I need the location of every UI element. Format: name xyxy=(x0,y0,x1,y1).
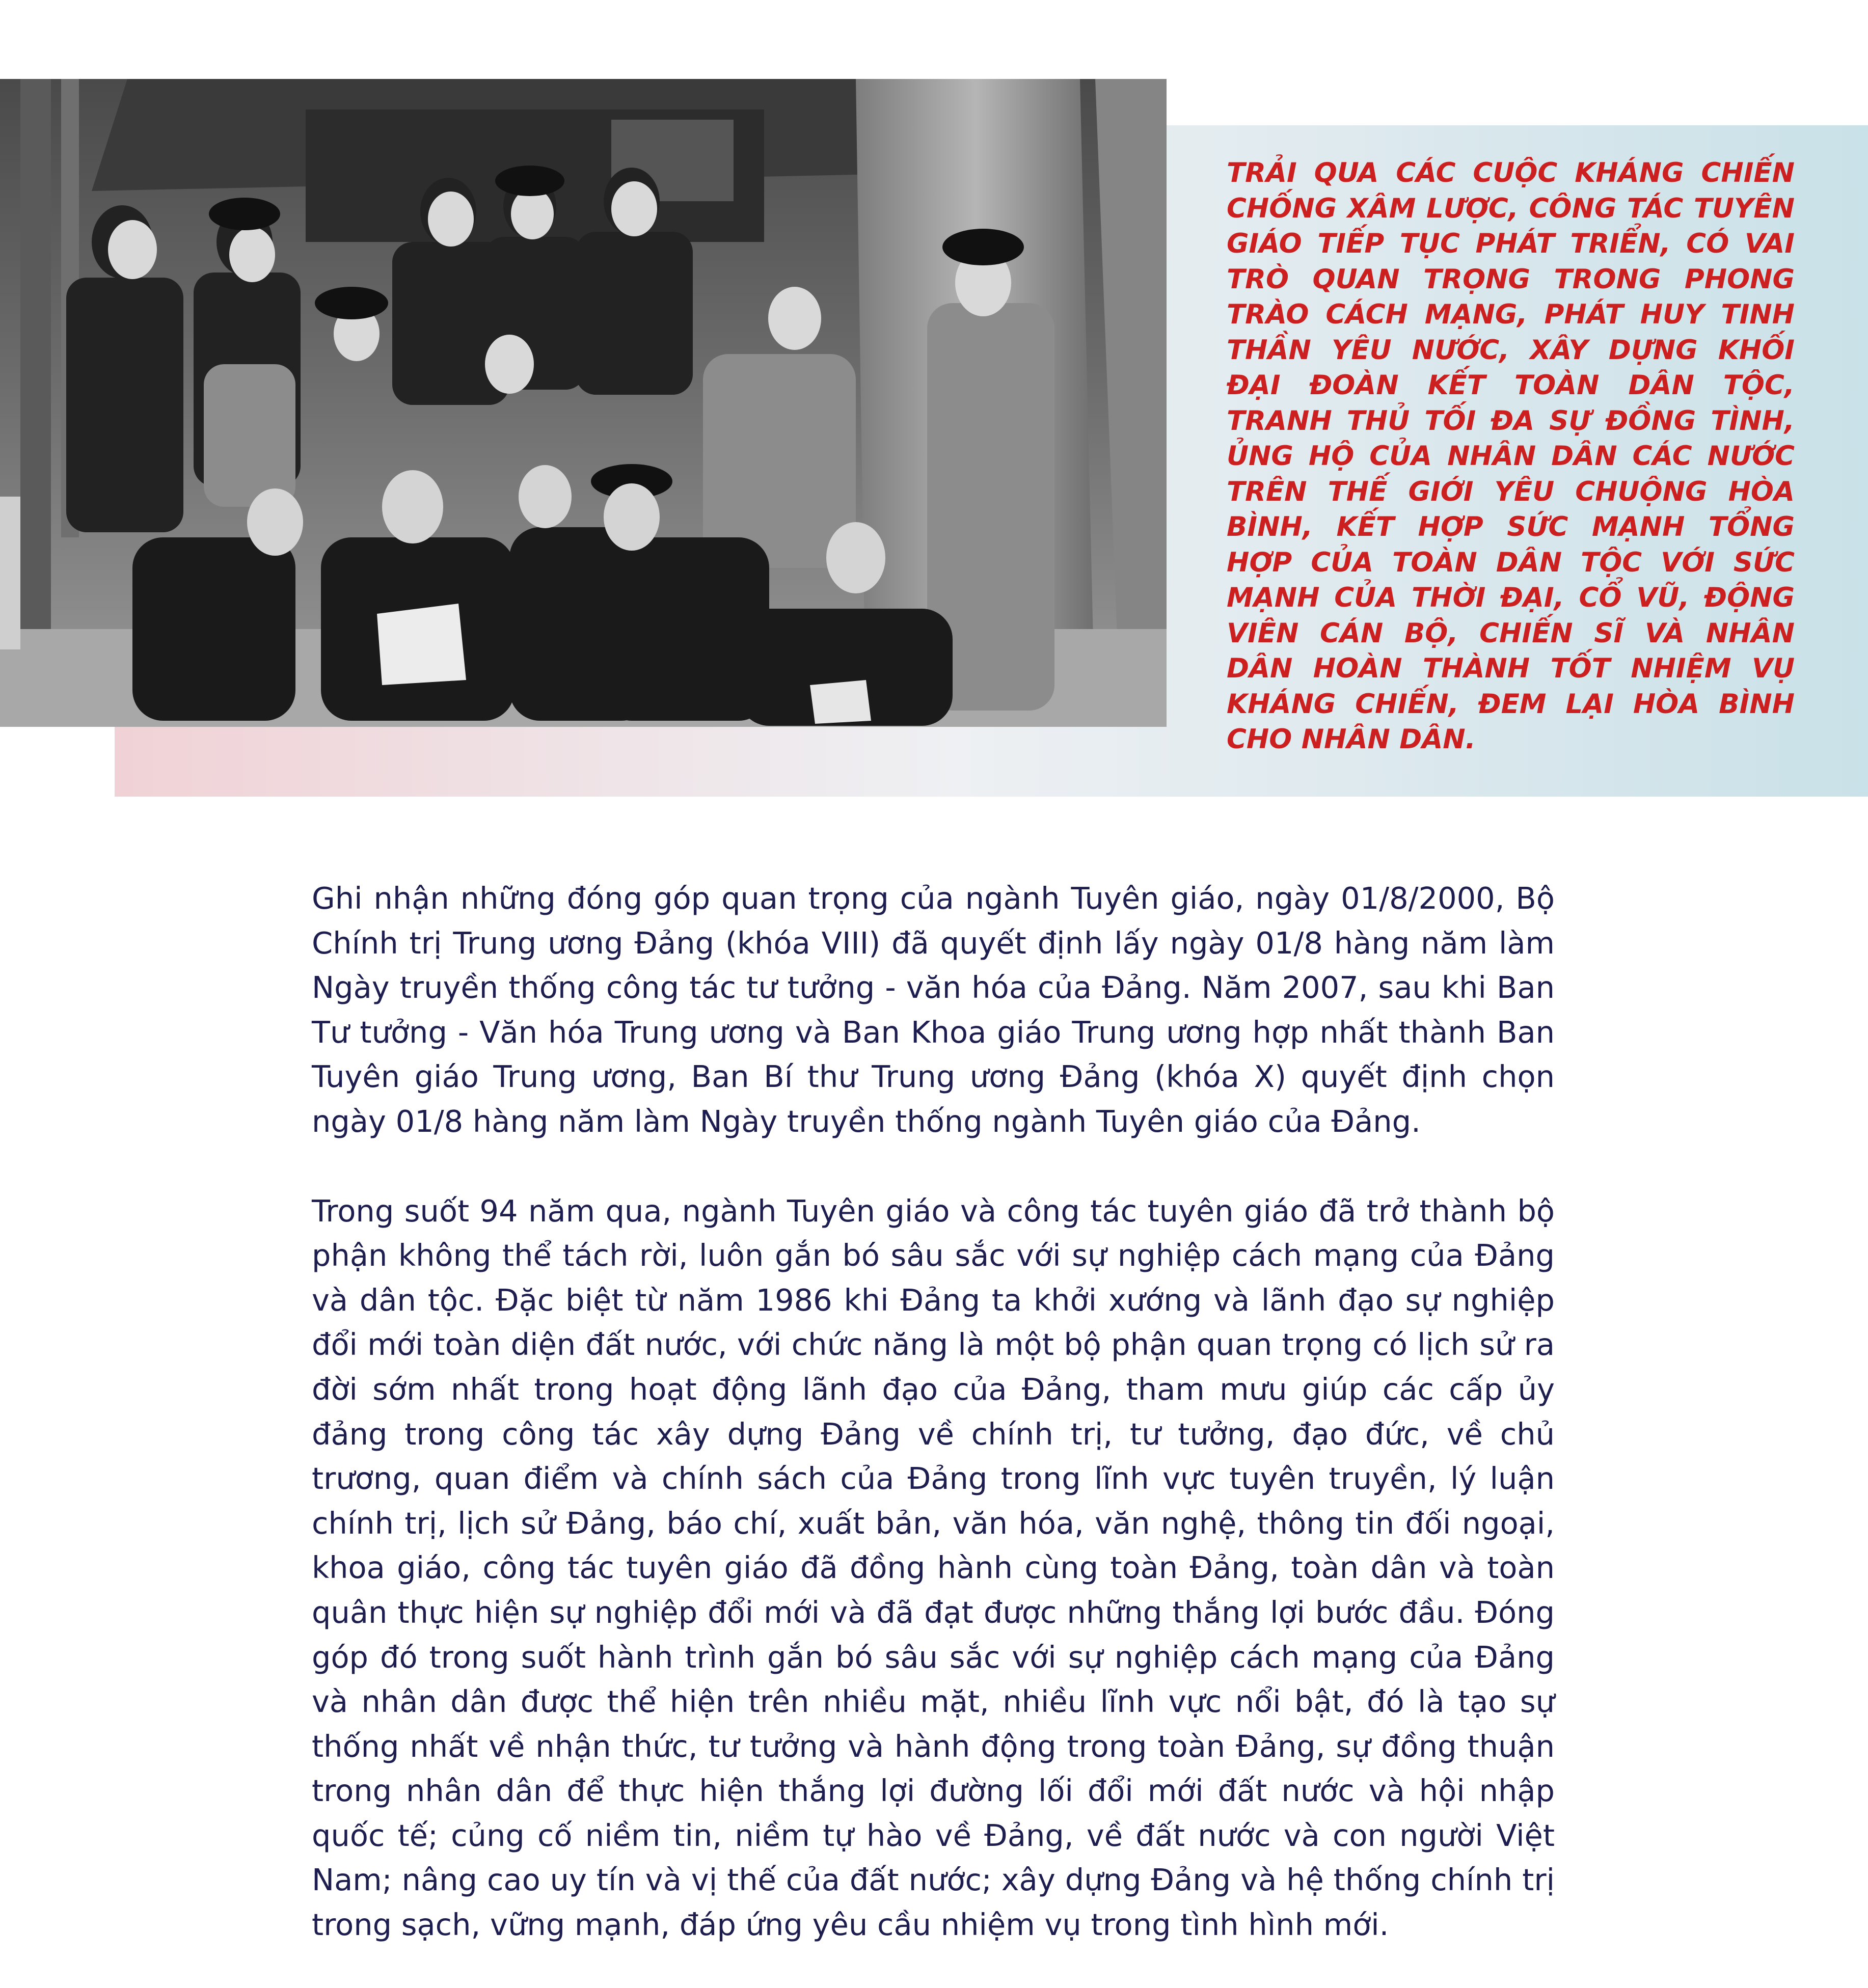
highlight-quote: TRẢI QUA CÁC CUỘC KHÁNG CHIẾN CHỐNG XÂM LƯỢC, CÔNG TÁC TUYÊN GIÁO TIẾP TỤC PHÁT TRIỂN, CÓ VAI TRÒ QUAN TRỌNG TRONG PHONG TRÀO CÁCH MẠNG, PHÁT HUY TINH THẦN YÊU NƯỚC, XÂY DỰNG KHỐI ĐẠI ĐOÀN KẾT TOÀN DÂN TỘC, TRANH THỦ TỐI ĐA SỰ ĐỒNG TÌNH, ỦNG HỘ CỦA NHÂN DÂN CÁC NƯỚC TRÊN THẾ GIỚI YÊU CHUỘNG HÒA BÌNH, KẾT HỢP SỨC MẠNH TỔNG HỢP CỦA TOÀN DÂN TỘC VỚI SỨC MẠNH CỦA THỜI ĐẠI, CỔ VŨ, ĐỘNG VIÊN CÁN BỘ, CHIẾN SĨ VÀ NHÂN DÂN HOÀN THÀNH TỐT NHIỆM VỤ KHÁNG CHIẾN, ĐEM LẠI HÒA BÌNH CHO NHÂN DÂN. xyxy=(1227,157,1795,755)
article-body xyxy=(312,876,1555,1947)
article-paragraph-1: Ghi nhận những đóng góp quan trọng của ngành Tuyên giáo, ngày 01/8/2000, Bộ Chính trị Trung ương Đảng (khóa VIII) đã quyết định lấy ngày 01/8 hàng năm làm Ngày truyền thống công tác tư tưởng - văn hóa của Đảng. Năm 2007, sau khi Ban Tư tưởng - Văn hóa Trung ương và Ban Khoa giáo Trung ương hợp nhất thành Ban Tuyên giáo Trung ương, Ban Bí thư Trung ương Đảng (khóa X) quyết định chọn ngày 01/8 hàng năm làm Ngày truyền thống ngành Tuyên giáo của Đảng. xyxy=(312,881,1555,1139)
photo-image xyxy=(0,79,1167,727)
article-paragraph-2: Trong suốt 94 năm qua, ngành Tuyên giáo và công tác tuyên giáo đã trở thành bộ phận không thể tách rời, luôn gắn bó sâu sắc với sự nghiệp cách mạng của Đảng và dân tộc. Đặc biệt từ năm 1986 khi Đảng ta khởi xướng và lãnh đạo sự nghiệp đổi mới toàn diện đất nước, với chức năng là một bộ phận quan trọng có lịch sử ra đời sớm nhất trong hoạt động lãnh đạo của Đảng, tham mưu giúp các cấp ủy đảng trong công tác xây dựng Đảng về chính trị, tư tưởng, đạo đức, về chủ trương, quan điểm và chính sách của Đảng trong lĩnh vực tuyên truyền, lý luận chính trị, lịch sử Đảng, báo chí, xuất bản, văn hóa, văn nghệ, thông tin đối ngoại, khoa giáo, công tác tuyên giáo đã đồng hành cùng toàn Đảng, toàn dân và toàn quân thực hiện sự nghiệp đổi mới và đã đạt được những thắng lợi bước đầu. Đóng góp đó trong suốt hành trình gắn bó sâu sắc với sự nghiệp cách mạng của Đảng và nhân dân được thể hiện trên nhiều mặt, nhiều lĩnh vực nổi bật, đó là tạo sự thống nhất về nhận thức, tư tưởng và hành động trong toàn Đảng, sự đồng thuận trong nhân dân để thực hiện thắng lợi đường lối đổi mới đất nước và hội nhập quốc tế; củng cố niềm tin, niềm tự hào về Đảng, về đất nước và con người Việt Nam; nâng cao uy tín và vị thế của đất nước; xây dựng Đảng và hệ thống chính trị trong sạch, vững mạnh, đáp ứng yêu cầu nhiệm vụ trong tình hình mới. xyxy=(312,1193,1555,1943)
historical-group-photo xyxy=(0,79,1167,727)
